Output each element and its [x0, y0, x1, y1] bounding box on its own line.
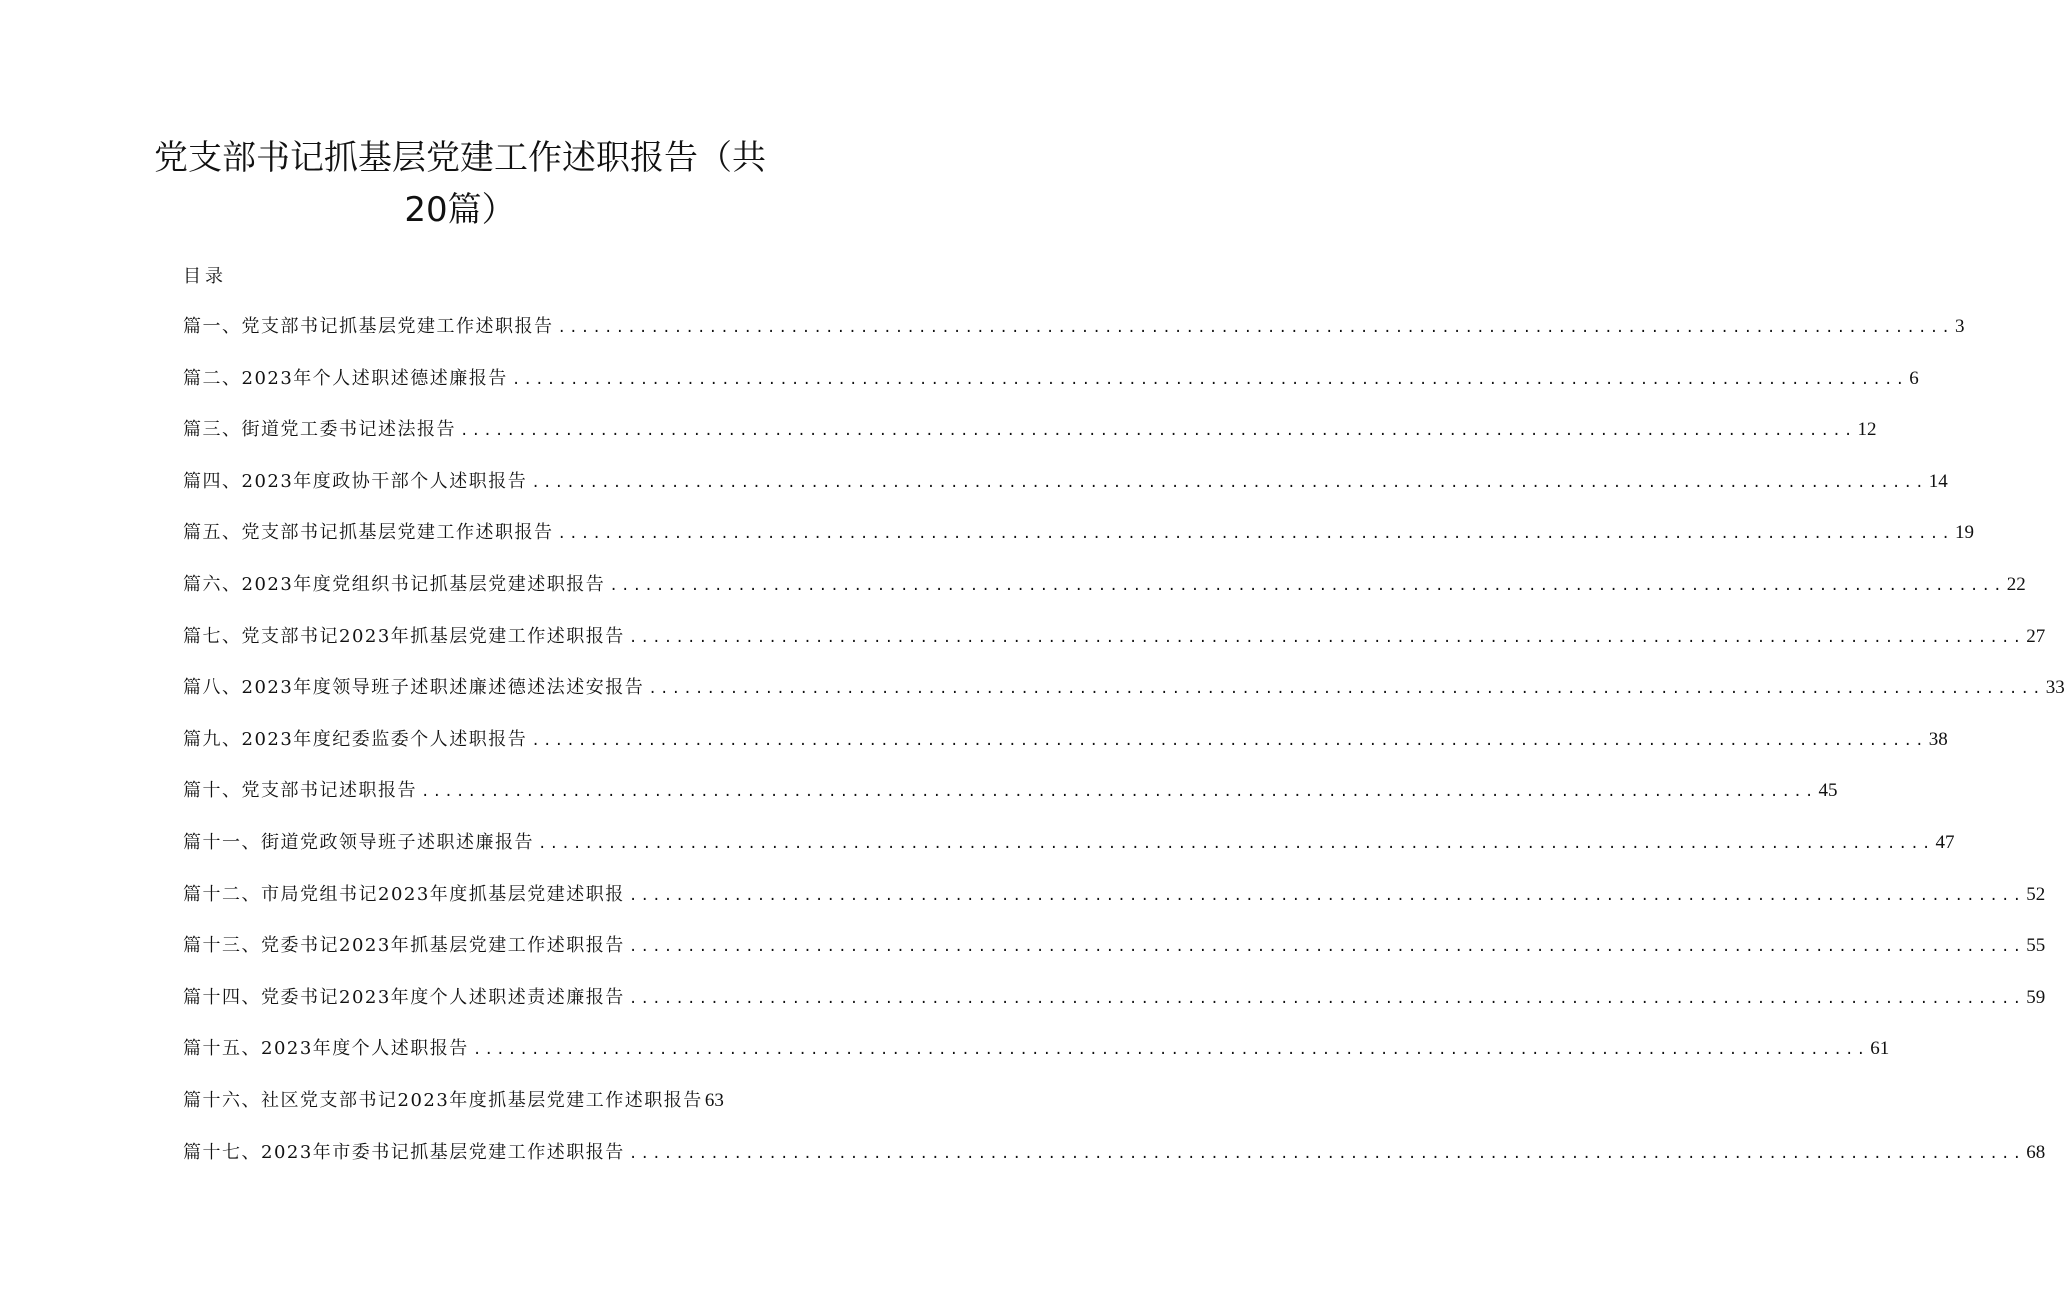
toc-dot-leader: ........................................................................................................................	[628, 990, 2025, 1007]
toc-entry-page-number: 47	[1935, 831, 1955, 853]
toc-entry-page-number: 45	[1818, 780, 1838, 802]
toc-entry-label: 篇十一、街道党政领导班子述职述廉报告	[183, 831, 534, 853]
toc-entry-page-number: 22	[2006, 573, 2026, 595]
toc-entry-label: 篇三、街道党工委书记述法报告	[183, 419, 456, 441]
toc-dot-leader: ........................................................................................................................	[472, 1042, 1869, 1059]
toc-entry-label: 篇五、党支部书记抓基层党建工作述职报告	[183, 522, 554, 544]
toc-entry-page-number: 55	[2026, 935, 2046, 957]
toc-dot-leader: ........................................................................................................................	[460, 423, 1856, 440]
toc-entry[interactable]	[183, 1037, 1890, 1089]
toc-entry-page-number: 59	[2026, 986, 2046, 1008]
toc-dot-leader: ........................................................................................................................	[511, 371, 1908, 388]
toc-dot-leader: ........................................................................................................................	[628, 629, 2025, 646]
toc-entry-label: 篇一、党支部书记抓基层党建工作述职报告	[183, 316, 554, 337]
document-title: 党支部书记抓基层党建工作述职报告（共20篇）	[154, 138, 766, 230]
toc-entry[interactable]	[183, 1141, 2046, 1193]
toc-entry-page-number: 68	[2026, 1141, 2046, 1163]
toc-entry-page-number: 14	[1928, 470, 1948, 492]
toc-entry-page-number: 6	[1909, 367, 1919, 389]
toc-entry-page-number: 38	[1928, 728, 1948, 750]
toc-entry-page-number: 63	[704, 1089, 724, 1111]
toc-entry-label: 篇四、2023年度政协干部个人述职报告	[183, 470, 528, 492]
toc-dot-leader: ........................................................................................................................	[609, 577, 2005, 594]
toc-dot-leader: ........................................................................................................................	[538, 835, 1934, 852]
toc-entry[interactable]	[183, 1089, 777, 1141]
table-of-contents	[183, 315, 2065, 1192]
toc-dot-leader: ........................................................................................................................	[628, 939, 2025, 956]
toc-entry[interactable]	[183, 728, 1948, 780]
toc-entry-label: 篇八、2023年度领导班子述职述廉述德述法述安报告	[183, 677, 645, 699]
toc-entry[interactable]	[183, 521, 1974, 573]
toc-entry-label: 篇十七、2023年市委书记抓基层党建工作述职报告	[183, 1141, 625, 1163]
toc-entry[interactable]	[183, 625, 2046, 677]
toc-entry-page-number: 12	[1857, 419, 1877, 441]
toc-dot-leader: ........................................................................................................................	[531, 732, 1927, 749]
toc-entry[interactable]	[183, 573, 2026, 625]
toc-heading: 目录	[183, 266, 227, 287]
toc-entry[interactable]	[183, 986, 2046, 1038]
toc-entry[interactable]	[183, 779, 1838, 831]
toc-entry[interactable]	[183, 367, 1919, 419]
toc-entry[interactable]	[183, 470, 1948, 522]
toc-dot-leader: ........................................................................................................................	[557, 320, 1953, 336]
toc-entry-page-number: 27	[2026, 625, 2046, 647]
toc-dot-leader: ........................................................................................................................	[628, 887, 2025, 904]
toc-entry-label: 篇九、2023年度纪委监委个人述职报告	[183, 728, 528, 750]
toc-entry[interactable]	[183, 315, 1965, 367]
toc-entry-label: 篇七、党支部书记2023年抓基层党建工作述职报告	[183, 625, 625, 647]
toc-entry[interactable]	[183, 676, 2065, 728]
toc-dot-leader: ........................................................................................................................	[421, 784, 1817, 801]
toc-entry-label: 篇六、2023年度党组织书记抓基层党建述职报告	[183, 573, 606, 595]
toc-dot-leader: ........................................................................................................................	[648, 681, 2044, 698]
toc-entry-label: 篇十四、党委书记2023年度个人述职述责述廉报告	[183, 986, 625, 1008]
toc-entry-label: 篇十二、市局党组书记2023年度抓基层党建述职报	[183, 883, 625, 905]
toc-entry-label: 篇十、党支部书记述职报告	[183, 780, 417, 802]
toc-entry-page-number: 19	[1954, 522, 1974, 544]
toc-entry-label: 篇十六、社区党支部书记2023年度抓基层党建工作述职报告	[183, 1089, 703, 1111]
toc-entry-page-number: 33	[2045, 677, 2065, 699]
toc-entry-page-number: 3	[1954, 316, 1965, 337]
toc-entry[interactable]	[183, 418, 1877, 470]
toc-entry-label: 篇十三、党委书记2023年抓基层党建工作述职报告	[183, 935, 625, 957]
toc-entry-label: 篇十五、2023年度个人述职报告	[183, 1038, 469, 1060]
toc-dot-leader: ........................................................................................................................	[628, 1145, 2025, 1162]
toc-entry-page-number: 61	[1870, 1038, 1890, 1060]
toc-entry-page-number: 52	[2026, 883, 2046, 905]
toc-entry[interactable]	[183, 831, 1955, 883]
toc-entry-label: 篇二、2023年个人述职述德述廉报告	[183, 367, 508, 389]
toc-entry[interactable]	[183, 883, 2046, 935]
toc-entry[interactable]	[183, 934, 2046, 986]
toc-dot-leader: ........................................................................................................................	[557, 526, 1953, 543]
toc-dot-leader: ........................................................................................................................	[531, 474, 1927, 491]
